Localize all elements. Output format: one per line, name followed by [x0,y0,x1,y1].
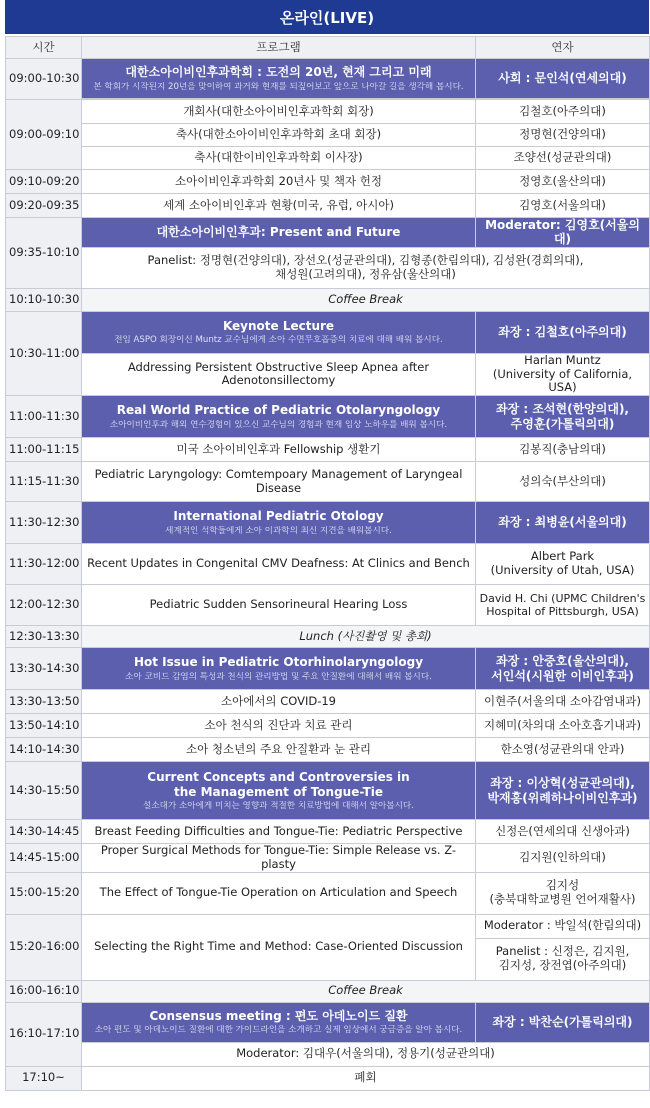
time-cell: 09:00-09:10 [6,100,82,170]
table-row [6,738,650,762]
session-chair [476,648,650,690]
speaker-cell: 김지원(인하의대) [476,844,650,873]
time-cell: 17:10~ [6,1066,82,1090]
session-subtitle: 전임 ASPO 회장이신 Muntz 교수님에게 소아 수면무호흡증의 치료에 대해 배워 봅시다. [114,335,443,346]
table-row [6,626,650,648]
header-program: 프로그램 [82,37,476,59]
program-cell: 축사(대한이비인후과학회 이사장) [82,147,476,170]
panelist-line: 채성원(고려의대), 정유삼(울산의대) [275,266,456,281]
session-subtitle: 설소대가 소아에게 미치는 영향과 적절한 치료방법에 대해서 알아봅시다. [143,800,414,811]
session-title: Real World Practice of Pediatric Otolaryngology [116,403,441,418]
chair-line: 좌장 : 안중호(울산의대), [495,654,629,669]
session-title: 대한소아이비인후과: Present and Future [156,225,401,240]
break-cell: Lunch (사진촬영 및 총회) [82,626,650,648]
speaker-cell: 김봉직(충남의대) [476,438,650,462]
table-row [6,147,650,170]
program-cell: 축사(대한소아이비인후과학회 초대 회장) [82,124,476,147]
time-cell: 14:30-14:45 [6,820,82,844]
schedule-table [5,36,650,1091]
session-header [82,502,476,544]
chair-line: 주영훈(가톨릭의대) [510,416,615,431]
session-subtitle: 세계적인 석학들에게 소아 이과학의 최신 지견을 배워봅시다. [165,525,392,536]
session-subtitle: 본 학회가 시작된지 20년을 맞이하여 과거와 현재를 되짚어보고 앞으로 나아갈 길을 생각해 봅시다. [93,81,464,92]
table-row [6,194,650,218]
program-cell: 소아이비인후과학회 20년사 및 책자 헌정 [82,170,476,194]
table-row [6,1002,650,1042]
chair-line: 박재홍(위례하나이비인후과) [487,790,638,805]
table-row [6,100,650,124]
time-cell: 14:45-15:00 [6,844,82,873]
session-chair: 좌장 : 최병윤(서울의대) [476,502,650,544]
speaker-name: Harlan Muntz [524,352,601,367]
program-cell: Selecting the Right Time and Method: Case-Oriented Discussion [82,914,476,980]
session-title: Hot Issue in Pediatric Otorhinolaryngology [133,655,424,670]
session-subtitle: 소아 코비드 감염의 특성과 천식의 관리방법 및 주요 안질환에 대해서 배워 봅시다. [125,671,432,682]
speaker-cell: 지혜미(차의대 소아호흡기내과) [476,714,650,738]
table-row [6,585,650,626]
session-header [82,218,476,248]
time-cell: 09:20-09:35 [6,194,82,218]
table-row [6,288,650,311]
time-cell: 11:00-11:30 [6,396,82,438]
speaker-cell: 조양선(성균관의대) [476,147,650,170]
speaker-cell [476,585,650,626]
program-cell: Pediatric Sudden Sensorineural Hearing Loss [82,585,476,626]
session-header [82,396,476,438]
table-row [6,59,650,99]
program-cell: 미국 소아이비인후과 Fellowship 생환기 [82,438,476,462]
time-cell: 15:00-15:20 [6,872,82,914]
table-row [6,311,650,353]
speaker-affiliation: (University of California, USA) [492,366,633,395]
session-title: the Management of Tongue-Tie [173,784,384,799]
speaker-name: Albert Park [530,549,595,564]
speaker-cell: 이현주(서울의대 소아감염내과) [476,690,650,714]
table-row [6,544,650,585]
time-cell: 13:30-14:30 [6,648,82,690]
speaker-cell [476,544,650,585]
program-cell: 소아 천식의 진단과 치료 관리 [82,714,476,738]
speaker-cell: 정영호(울산의대) [476,170,650,194]
session-chair: 사회 : 문인석(연세의대) [476,59,650,99]
panelist-cell [82,247,650,288]
time-cell: 11:00-11:15 [6,438,82,462]
speaker-cell: 김철호(아주의대) [476,100,650,124]
session-chair: 좌장 : 김철호(아주의대) [476,311,650,353]
speaker-name: David H. Chi (UPMC Children's [479,591,646,605]
session-header [82,648,476,690]
session-chair: 좌장 : 박찬순(가톨릭의대) [476,1002,650,1042]
time-cell: 14:30-15:50 [6,762,82,820]
time-cell: 09:35-10:10 [6,218,82,289]
table-row [6,980,650,1002]
program-cell: Addressing Persistent Obstructive Sleep Apnea after Adenotonsillectomy [82,353,476,395]
time-cell: 12:00-12:30 [6,585,82,626]
panelist-line: Panelist: 정명현(건양의대), 장선오(성균관의대), 김형종(한림의대), 김성완(경희의대), [147,252,584,267]
chair-line: 서인석(시원한 이비인후과) [491,668,634,683]
program-cell: Breast Feeding Difficulties and Tongue-Tie: Pediatric Perspective [82,820,476,844]
table-row [6,844,650,873]
session-subtitle: 소아 편도 및 아데노이드 질환에 대한 가이드라인을 소개하고 실제 임상에서 궁금증을 알아 봅시다. [94,1025,463,1036]
time-cell: 16:10-17:10 [6,1002,82,1066]
time-cell: 16:00-16:10 [6,980,82,1002]
program-line: Pediatric Laryngology: Comtempoary Management of Laryngeal [94,466,463,481]
break-cell: Coffee Break [82,288,650,311]
table-row [6,690,650,714]
break-cell: Coffee Break [82,980,650,1002]
table-row [6,218,650,248]
speaker-cell: 한소영(성균관의대 안과) [476,738,650,762]
table-row [6,648,650,690]
table-row [6,353,650,395]
time-cell: 13:50-14:10 [6,714,82,738]
time-cell: 11:30-12:30 [6,502,82,544]
speaker-cell [476,353,650,395]
table-row [6,1066,650,1090]
table-row [6,872,650,914]
speaker-cell: 정명현(건양의대) [476,124,650,147]
time-cell: 12:30-13:30 [6,626,82,648]
session-title: 대한소아이비인후과학회 : 도전의 20년, 현재 그리고 미래 [125,65,432,80]
header-speaker: 연자 [476,37,650,59]
program-line: Disease [255,480,302,495]
table-header-row [6,37,650,59]
time-cell: 13:30-13:50 [6,690,82,714]
session-header [82,762,476,820]
chair-line: 좌장 : 조석현(한양의대), [495,402,629,417]
panelist-line: 김지성, 장전엽(아주의대) [498,958,627,973]
time-cell: 11:30-12:00 [6,544,82,585]
chair-line: 좌장 : 이상혁(성균관의대), [490,776,635,791]
program-cell: 개회사(대한소아이비인후과학회 회장) [82,100,476,124]
time-cell: 14:10-14:30 [6,738,82,762]
program-cell: 세계 소아이비인후과 현황(미국, 유럽, 아시아) [82,194,476,218]
program-cell: Recent Updates in Congenital CMV Deafness: At Clinics and Bench [82,544,476,585]
program-cell [82,462,476,502]
table-row [6,247,650,288]
speaker-cell: 신정은(연세의대 신생아과) [476,820,650,844]
table-row [6,762,650,820]
table-row [6,396,650,438]
panelist-cell [476,938,650,980]
table-row [6,502,650,544]
session-moderator: Moderator: 김영호(서울의대) [476,218,650,248]
session-chair [476,762,650,820]
table-row [6,914,650,938]
time-cell: 10:10-10:30 [6,288,82,311]
table-row [6,1042,650,1066]
time-cell: 15:20-16:00 [6,914,82,980]
speaker-affiliation: (충북대학교병원 언어재활사) [489,892,636,907]
session-chair [476,396,650,438]
time-cell: 09:10-09:20 [6,170,82,194]
page-title: 온라인(LIVE) [5,0,649,34]
session-header [82,59,476,99]
session-header [82,1002,476,1042]
program-cell: Proper Surgical Methods for Tongue-Tie: Simple Release vs. Z-plasty [82,844,476,873]
table-row [6,820,650,844]
program-cell: 소아에서의 COVID-19 [82,690,476,714]
program-cell: 소아 청소년의 주요 안질환과 눈 관리 [82,738,476,762]
speaker-cell: 성의숙(부산의대) [476,462,650,502]
time-cell: 10:30-11:00 [6,311,82,395]
session-title: Consensus meeting : 편도 아데노이드 질환 [149,1008,408,1023]
program-cell: The Effect of Tongue-Tie Operation on Articulation and Speech [82,872,476,914]
time-cell: 11:15-11:30 [6,462,82,502]
session-title: Keynote Lecture [222,318,335,333]
session-header [82,311,476,353]
speaker-cell [476,872,650,914]
session-title: International Pediatric Otology [173,509,384,524]
panelist-line: Panelist : 신정은, 김지원, [495,944,630,959]
speaker-name: 김지성 [545,878,580,893]
session-subtitle: 소아이비인후과 해외 연수경험이 있으신 교수님의 경험과 현재 임상 노하우를 배워 봅시다. [109,419,448,430]
time-cell: 09:00-10:30 [6,59,82,100]
session-title: Current Concepts and Controversies in [147,770,410,785]
speaker-cell: 김영호(서울의대) [476,194,650,218]
table-row [6,124,650,147]
table-row [6,714,650,738]
table-row [6,170,650,194]
moderator-cell: Moderator: 김대우(서울의대), 정용기(성균관의대) [82,1042,650,1066]
table-row [6,438,650,462]
speaker-affiliation: Hospital of Pittsburgh, USA) [486,605,639,619]
moderator-cell: Moderator : 박일석(한림의대) [476,914,650,938]
closing-cell: 폐회 [82,1066,650,1090]
table-row [6,462,650,502]
header-time: 시간 [6,37,82,59]
speaker-affiliation: (University of Utah, USA) [490,563,635,578]
